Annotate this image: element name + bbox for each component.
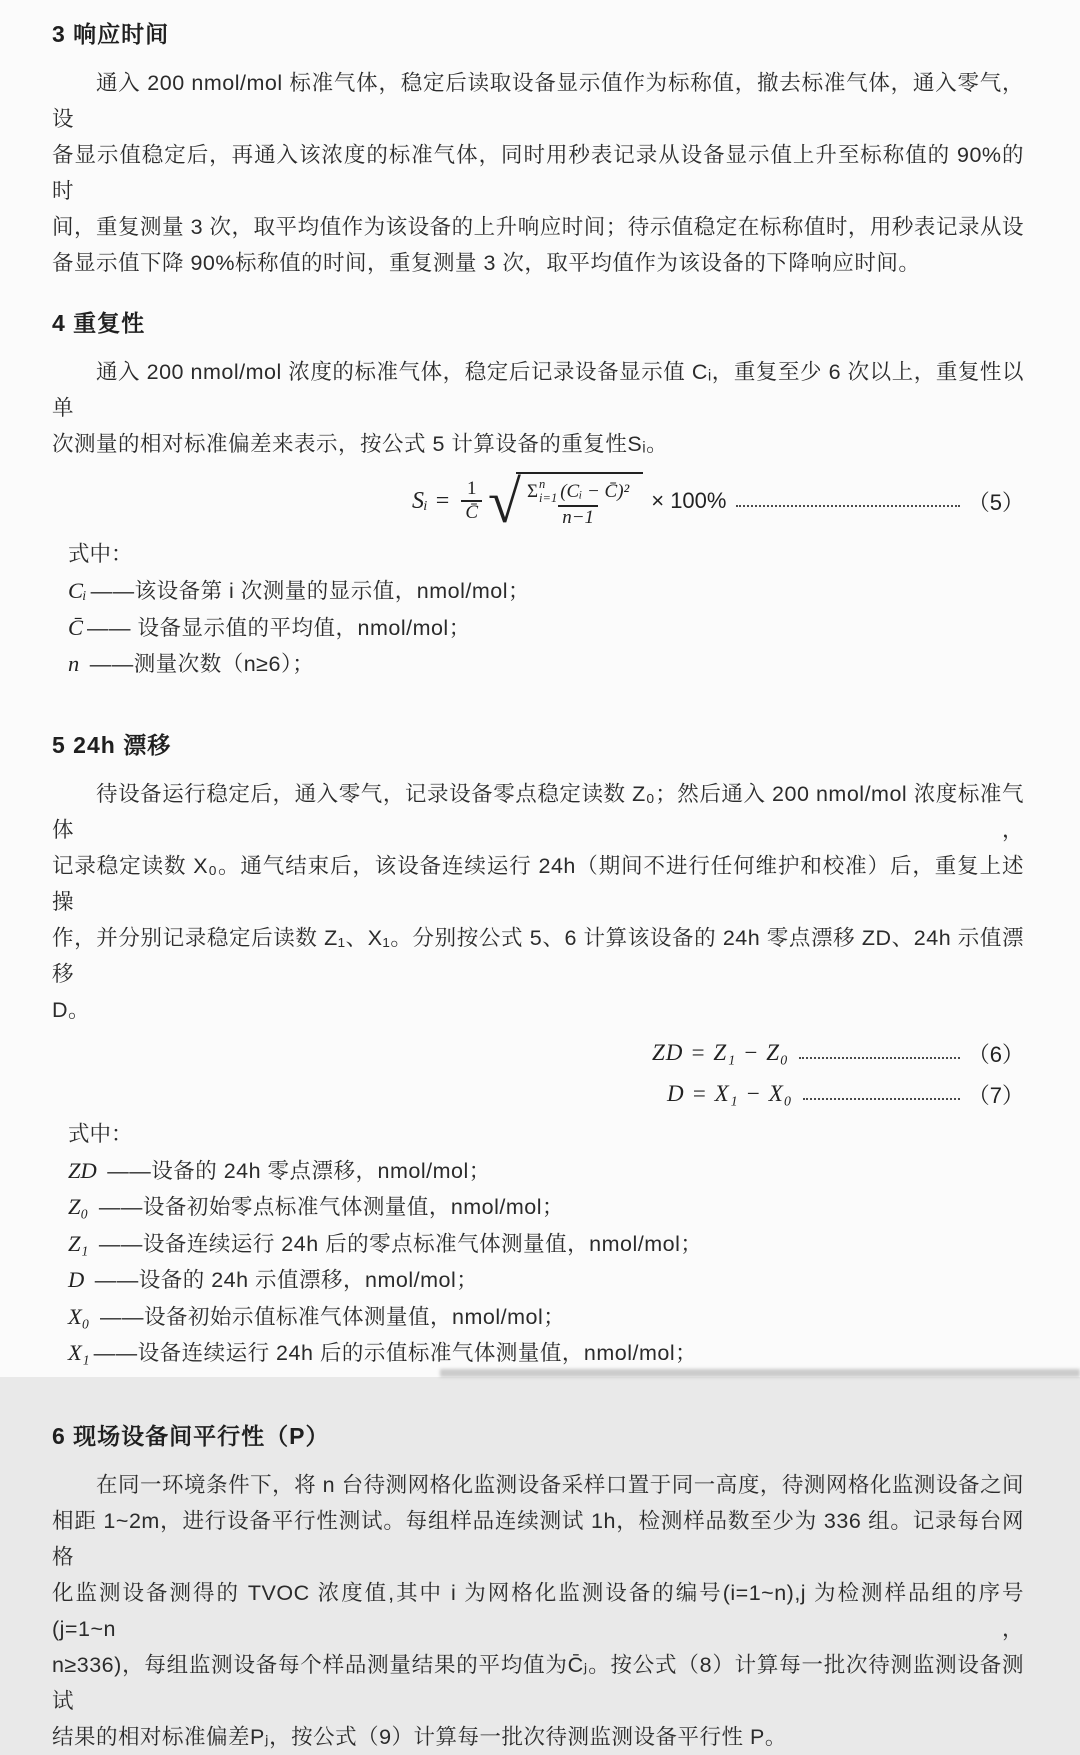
section-5-heading: 5 24h 漂移 [52, 731, 172, 758]
definition-term: C̄ [68, 614, 84, 640]
section-4-definitions [52, 573, 1024, 683]
inner-fraction [523, 478, 633, 528]
definition-term: X₁ [68, 1340, 90, 1365]
formula-lhs: Sᵢ [412, 487, 428, 514]
paragraph-line: 在同一环境条件下，将 n 台待测网格化监测设备采样口置于同一高度，待测网格化监测设备之间 [96, 1472, 1024, 1497]
definition-line [52, 610, 1024, 647]
definition-desc: ——设备连续运行 24h 后的零点标准气体测量值，nmol/mol； [92, 1231, 703, 1256]
where-label: 式中： [68, 1121, 133, 1146]
equation-number: （7） [967, 1082, 1024, 1108]
dotted-leader [803, 1098, 960, 1100]
definition-desc: ——测量次数（n≥6）； [83, 652, 315, 676]
definition-term: D [68, 1267, 85, 1292]
definition-term: X₀ [68, 1303, 90, 1329]
sigma-symbol: Σ [526, 480, 539, 502]
definition-desc: ——设备连续运行 24h 后的示值标准气体测量值，nmol/mol； [93, 1341, 698, 1365]
coefficient-fraction [461, 478, 482, 524]
square-root [488, 469, 643, 535]
definition-line [52, 1335, 1024, 1372]
times-100-percent: × 100% [651, 488, 727, 513]
section-5-definitions [52, 1153, 1024, 1372]
paragraph-line: 作，并分别记录稳定后读数 Z₁、X₁。分别按公式 5、6 计算该设备的 24h 零点漂移 ZD、24h 示值漂移 [52, 925, 1024, 986]
where-label: 式中： [68, 542, 133, 566]
fraction-numerator: 1 [466, 478, 477, 500]
sum-limits [539, 478, 557, 504]
equation-number: （5） [967, 489, 1024, 515]
paragraph-line: 备显示值下降 90%标称值的时间，重复测量 3 次，取平均值作为该设备的下降响应时间。 [52, 251, 921, 275]
summand: (Cᵢ − C̄)² [560, 480, 630, 502]
formula-7-body: D = X₁ − X₀ [667, 1081, 793, 1106]
paragraph-line: 备显示值稳定后，再通入该浓度的标准气体，同时用秒表记录从设备显示值上升至标称值的 90%的时 [52, 143, 1024, 203]
paragraph-line: 结果的相对标准偏差Pⱼ，按公式（9）计算每一批次待测监测设备平行性 P。 [52, 1724, 787, 1749]
paragraph-line: 相距 1~2m，进行设备平行性测试。每组样品连续测试 1h，检测样品数至少为 336 组。记录每台网格 [52, 1508, 1024, 1569]
paragraph-line: 间，重复测量 3 次，取平均值作为该设备的上升响应时间；待示值稳定在标称值时，用秒表记录从设 [52, 215, 1024, 239]
paragraph-line: D。 [52, 997, 91, 1022]
paragraph-line: n≥336)，每组监测设备每个样品测量结果的平均值为C̄ⱼ。按公式（8）计算每一批次待测监测设备测试 [52, 1652, 1024, 1713]
paragraph-line: 通入 200 nmol/mol 标准气体，稳定后读取设备显示值作为标称值，撤去标准气体，通入零气，设 [52, 71, 1024, 131]
definition-line [52, 1262, 1024, 1299]
definition-desc: ——该设备第 i 次测量的显示值，nmol/mol； [90, 579, 531, 603]
paragraph-line: 记录稳定读数 X₀。通气结束后，该设备连续运行 24h（期间不进行任何维护和校准）后，重复上述操 [52, 853, 1024, 914]
formula-6-body: ZD = Z₁ − Z₀ [652, 1040, 790, 1065]
definition-term: ZD [68, 1157, 97, 1183]
definition-desc: ——设备的 24h 示值漂移，nmol/mol； [88, 1268, 479, 1292]
scan-cutoff-artifact [440, 1369, 1080, 1377]
section-6-heading: 6 现场设备间平行性（P） [52, 1422, 330, 1449]
definition-desc: —— 设备显示值的平均值，nmol/mol； [87, 615, 471, 640]
section-3-paragraph [52, 65, 1024, 281]
inner-denominator: n−1 [558, 505, 598, 529]
definition-desc: ——设备初始零点标准气体测量值，nmol/mol； [92, 1195, 565, 1219]
paragraph-line: 次测量的相对标准偏差来表示，按公式 5 计算设备的重复性Sᵢ。 [52, 432, 669, 456]
definition-line [52, 1153, 1024, 1190]
definition-term: n [68, 651, 80, 676]
definition-line [52, 646, 1024, 683]
section-3-heading: 3 响应时间 [52, 21, 170, 47]
fraction-denominator: C̄ [461, 500, 482, 524]
definition-desc: ——设备初始示值标准气体测量值，nmol/mol； [93, 1304, 566, 1329]
definition-line [52, 573, 1024, 610]
definition-term: Cᵢ [68, 578, 87, 603]
definition-desc: ——设备的 24h 零点漂移，nmol/mol； [100, 1158, 491, 1183]
formula-6 [52, 1038, 1024, 1069]
radical-sign-icon: √ [488, 469, 521, 535]
inner-numerator [523, 478, 633, 504]
sum-lower-limit: i=1 [539, 490, 558, 505]
definition-line [52, 1226, 1024, 1263]
sum-upper-limit: n [539, 477, 546, 492]
paragraph-line: 化监测设备测得的 TVOC 浓度值,其中 i 为网格化监测设备的编号(i=1~n),j 为检测样品组的序号(j=1~n， [52, 1580, 1024, 1641]
definition-term: Z₀ [68, 1194, 89, 1219]
dotted-leader [736, 505, 959, 507]
section-5-paragraph [52, 776, 1024, 1028]
formula-5 [52, 469, 1024, 535]
paragraph-line: 待设备运行稳定后，通入零气，记录设备零点稳定读数 Z₀；然后通入 200 nmol/mol 浓度标准气体， [52, 781, 1024, 842]
definition-term: Z₁ [68, 1230, 89, 1256]
definition-line [52, 1189, 1024, 1226]
equals-sign: = [435, 487, 450, 514]
section-4-paragraph [52, 354, 1024, 462]
paragraph-line: 通入 200 nmol/mol 浓度的标准气体，稳定后记录设备显示值 Cᵢ，重复至少 6 次以上，重复性以单 [52, 360, 1024, 420]
section-6-paragraph [52, 1467, 1024, 1755]
formula-7 [52, 1079, 1024, 1110]
equation-number: （6） [967, 1041, 1024, 1067]
dotted-leader [799, 1057, 960, 1059]
section-4-heading: 4 重复性 [52, 310, 146, 336]
radicand [516, 472, 643, 530]
formula-5-body [412, 469, 727, 535]
definition-line [52, 1299, 1024, 1336]
